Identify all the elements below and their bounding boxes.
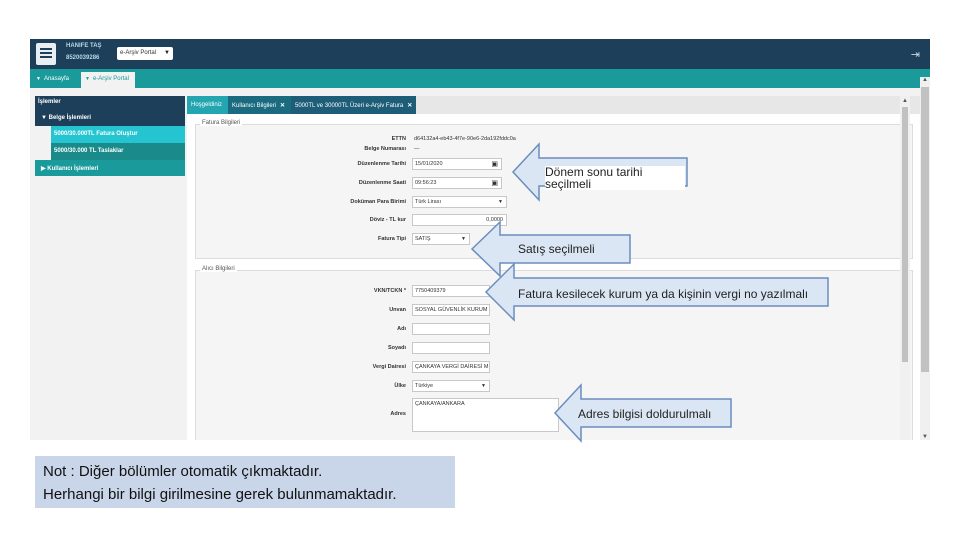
callout-kurum	[484, 262, 830, 322]
callout-adres	[553, 383, 733, 443]
portal-select[interactable]	[117, 47, 173, 60]
fatura-tipi-value: SATIŞ	[415, 236, 431, 242]
callout-adres-text: Adres bilgisi doldurulmalı	[578, 407, 712, 421]
portal-logo-icon	[36, 43, 56, 65]
saat-label: Düzenlenme Saati	[358, 180, 406, 186]
scrollbar-thumb[interactable]	[902, 107, 908, 362]
chevron-down-icon: ▼	[481, 383, 486, 389]
tab-label: 5000TL ve 30000TL Üzeri e-Arşiv Fatura	[295, 103, 404, 109]
chevron-down-icon: ▼	[164, 50, 170, 56]
content-tabs	[187, 96, 927, 114]
tarih-input[interactable]	[412, 158, 502, 170]
ulke-value: Türkiye	[415, 383, 434, 389]
panel-scrollbar[interactable]	[900, 96, 910, 440]
belge-no-label: Belge Numarası	[364, 146, 406, 152]
tab-portal-label: e-Arşiv Portal	[92, 76, 129, 82]
adi-label: Adı	[397, 326, 406, 332]
top-bar	[30, 39, 930, 69]
tab-hosgeldiniz[interactable]	[187, 96, 228, 114]
adres-textarea[interactable]: ÇANKAYA/ANKARA	[412, 398, 559, 432]
user-id: 8520039286	[66, 55, 100, 61]
sidebar-item-fatura-olustur[interactable]: 5000/30.000TL Fatura Oluştur	[51, 126, 185, 143]
ulke-label: Ülke	[394, 383, 406, 389]
tab-e-arsiv-portal[interactable]	[81, 72, 135, 88]
window-scrollbar[interactable]	[920, 77, 930, 440]
vergi-dairesi-input[interactable]: ÇANKAYA VERGİ DAİRESİ M	[412, 361, 490, 373]
unvan-input[interactable]: SOSYAL GÜVENLİK KURUM	[412, 304, 490, 316]
logout-icon[interactable]: ⇥	[910, 49, 920, 61]
unvan-label: Unvan	[389, 307, 406, 313]
note-box	[35, 456, 455, 508]
para-birimi-label: Doküman Para Birimi	[350, 199, 406, 205]
soyadi-label: Soyadı	[387, 345, 406, 351]
saat-value: 09:56:23	[415, 180, 437, 186]
note-line-2: Herhangi bir bilgi girilmesine gerek bulunmamaktadır.	[43, 486, 397, 503]
tab-label: Kullanıcı Bilgileri	[232, 103, 277, 109]
section-title: Fatura Bilgileri	[202, 120, 241, 126]
sidebar-item-taslaklar[interactable]: 5000/30.000 TL Taslaklar	[51, 143, 185, 160]
ettn-value: d64132a4-eb43-4f7e-90e6-2da192fddc0a	[414, 136, 516, 142]
tab-anasayfa-label: Anasayfa	[43, 76, 69, 82]
para-birimi-select[interactable]	[412, 196, 507, 208]
adres-label: Adres	[390, 411, 406, 417]
vkn-input[interactable]: 7750409379	[412, 285, 490, 297]
soyadi-input[interactable]	[412, 342, 490, 354]
callout-satis-text: Satış seçilmeli	[518, 242, 595, 256]
belge-no-value: —	[414, 146, 420, 152]
para-birimi-value: Türk Lirası	[415, 199, 441, 205]
sidebar-title: İşlemler	[35, 96, 185, 110]
calendar-icon[interactable]: ▣	[491, 161, 498, 168]
sidebar-group2-label: Kullanıcı İşlemleri	[47, 166, 99, 172]
doviz-input[interactable]: 0,0000	[412, 214, 507, 226]
callout-kurum-text: Fatura kesilecek kurum ya da kişinin vergi no yazılmalı	[518, 287, 809, 301]
scrollbar-thumb[interactable]	[921, 87, 929, 372]
clock-icon[interactable]: ▣	[491, 180, 498, 187]
tab-anasayfa[interactable]	[32, 72, 73, 88]
chevron-down-icon: ▼	[461, 236, 466, 242]
sidebar-group-belge-islemleri[interactable]	[35, 110, 185, 126]
doviz-label: Döviz - TL kur	[369, 217, 406, 223]
caret-down-icon: ▼	[36, 76, 41, 82]
tab-kullanici-bilgileri[interactable]	[228, 96, 291, 114]
saat-input[interactable]	[412, 177, 502, 189]
section-title: Alıcı Bilgileri	[202, 266, 235, 272]
callout-donem	[511, 142, 689, 202]
sidebar	[35, 96, 185, 186]
caret-down-icon: ▼	[41, 115, 47, 121]
vkn-label: VKN/TCKN *	[373, 288, 406, 294]
nav-bar	[30, 69, 930, 88]
caret-right-icon: ▶	[41, 166, 46, 172]
scroll-up-icon[interactable]: ▲	[922, 77, 928, 83]
ettn-label: ETTN	[391, 136, 406, 142]
user-name: HANIFE TAŞ	[66, 43, 102, 49]
vergi-dairesi-label: Vergi Dairesi	[372, 364, 406, 370]
sidebar-group-label: Belge İşlemleri	[48, 115, 91, 121]
callout-donem-text: Dönem sonu tarihi seçilmeli	[545, 166, 685, 190]
note-line-1: Not : Diğer bölümler otomatik çıkmaktadır.	[43, 463, 323, 480]
adi-input[interactable]	[412, 323, 490, 335]
tarih-value: 15/01/2020	[415, 161, 443, 167]
fatura-tipi-label: Fatura Tipi	[377, 236, 406, 242]
fatura-tipi-select[interactable]	[412, 233, 470, 245]
sidebar-group-kullanici-islemleri[interactable]	[35, 160, 185, 176]
scroll-up-icon[interactable]: ▲	[902, 98, 908, 104]
ulke-select[interactable]	[412, 380, 490, 392]
close-icon[interactable]: ✕	[280, 103, 286, 109]
tab-e-arsiv-fatura[interactable]	[291, 96, 416, 114]
tarih-label: Düzenlenme Tarihi	[357, 161, 406, 167]
chevron-down-icon: ▼	[498, 199, 503, 205]
caret-down-icon: ▼	[85, 76, 90, 82]
portal-select-value: e-Arşiv Portal	[120, 50, 157, 56]
tab-label: Hoşgeldiniz	[191, 102, 223, 108]
scroll-down-icon[interactable]: ▼	[922, 434, 928, 440]
close-icon[interactable]: ✕	[407, 103, 413, 109]
